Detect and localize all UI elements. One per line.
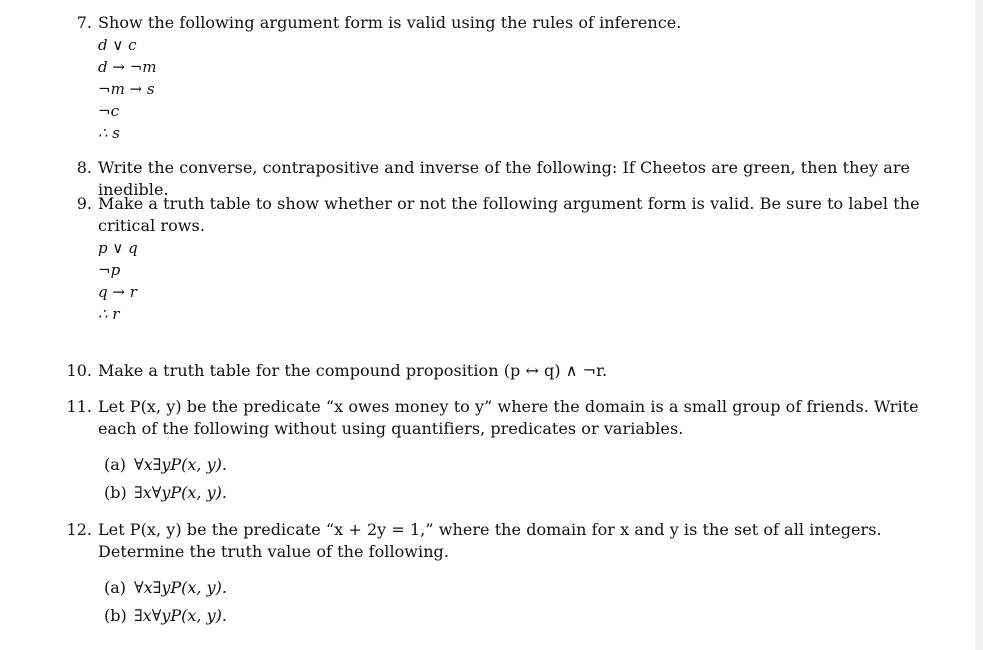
subpart-label: (a) bbox=[104, 578, 127, 597]
premise: ¬p bbox=[98, 261, 121, 279]
problem-text: Show the following argument form is valid using the rules of inference. bbox=[98, 13, 682, 32]
premise: ¬m → s bbox=[98, 80, 155, 98]
problem-text: Let P(x, y) be the predicate “x owes money to y” where the domain is a small group of friends. Write each of the following without using quantifiers, predicates or variables. bbox=[98, 397, 919, 438]
subpart-expression: ∃x∀yP(x, y). bbox=[134, 483, 227, 502]
problem-number: 7. bbox=[76, 13, 92, 32]
problem-text: Write the converse, contrapositive and inverse of the following: If Cheetos are green, then they are inedible. bbox=[98, 158, 911, 199]
problem-text: Make a truth table for the compound proposition (p ↔ q) ∧ ¬r. bbox=[98, 361, 608, 380]
subpart-a bbox=[104, 454, 227, 482]
subpart-a bbox=[104, 577, 227, 605]
subpart-expression: ∃x∀yP(x, y). bbox=[134, 606, 227, 625]
conclusion: ∴ r bbox=[98, 305, 120, 323]
problem-number: 10. bbox=[66, 361, 92, 380]
subparts bbox=[104, 454, 227, 510]
problem-text: Let P(x, y) be the predicate “x + 2y = 1,” where the domain for x and y is the set of all integers. Determine the truth value of the following. bbox=[98, 520, 882, 561]
premise: ¬c bbox=[98, 102, 119, 120]
subpart-expression: ∀x∃yP(x, y). bbox=[134, 578, 227, 597]
premise: p ∨ q bbox=[98, 239, 138, 257]
subparts bbox=[104, 577, 227, 633]
premise: d ∨ c bbox=[98, 36, 137, 54]
subpart-b bbox=[104, 482, 227, 510]
conclusion: ∴ s bbox=[98, 124, 121, 142]
argument-premises bbox=[98, 237, 138, 325]
problem-text: Make a truth table to show whether or not the following argument form is valid. Be sure to label the critical rows. bbox=[98, 194, 920, 235]
premise: q → r bbox=[98, 283, 137, 301]
problem-number: 12. bbox=[66, 520, 92, 539]
subpart-label: (b) bbox=[104, 606, 127, 625]
subpart-label: (a) bbox=[104, 455, 127, 474]
subpart-label: (b) bbox=[104, 483, 127, 502]
problem-number: 8. bbox=[76, 158, 92, 177]
problem-number: 9. bbox=[76, 194, 92, 213]
subpart-b bbox=[104, 605, 227, 633]
subpart-expression: ∀x∃yP(x, y). bbox=[134, 455, 227, 474]
problem-number: 11. bbox=[66, 397, 92, 416]
premise: d → ¬m bbox=[98, 58, 157, 76]
page-edge-strip bbox=[975, 0, 983, 650]
argument-premises bbox=[98, 34, 157, 144]
